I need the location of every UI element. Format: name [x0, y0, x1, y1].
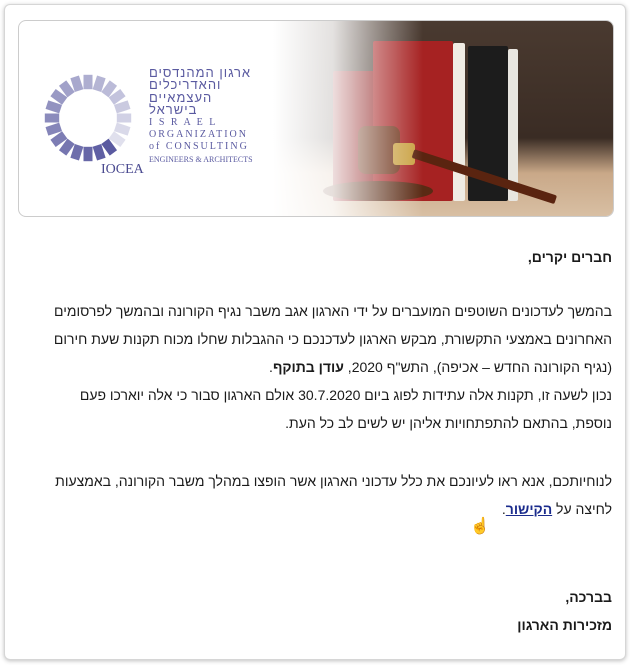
logo-hebrew-line: העצמאיים [149, 89, 213, 105]
text: . [269, 359, 273, 375]
logo-english-line: I S R A E L [149, 116, 218, 128]
logo-ring-segment [84, 75, 93, 89]
logo-english-line: of CONSULTING [149, 141, 249, 153]
paragraph-line [502, 501, 612, 517]
paragraph-line: נוספת, בהתאם להתפתחויות אליהן יש לשים לב כל העת. [285, 415, 612, 431]
logo-english-line: ORGANIZATION [149, 129, 248, 141]
logo-text [149, 67, 253, 166]
logo-ring-segment [117, 114, 131, 123]
paragraph-line: נכון לשעה זו, תקנות אלה עתידות לפוג ביום 30.7.2020 אולם הארגון סבור כי אלה יוארכו פעם [79, 387, 612, 403]
logo-ring-segment [84, 147, 93, 161]
signature: מזכירות הארגון [517, 617, 612, 633]
paragraph-line [269, 359, 612, 375]
paragraph-line: האחרונים באמצעי התקשורת, מבקש הארגון לעדכנכם כי ההגבלות שחלו מכוח תקנות שעת חירום [53, 331, 612, 347]
logo-acronym: IOCEA [101, 162, 144, 177]
text: לחיצה על [552, 501, 612, 517]
hand-cursor-icon: ☝ [470, 518, 490, 535]
closing: בברכה, [565, 589, 612, 605]
logo-hebrew-line: ארגון המהנדסים [149, 65, 252, 80]
logo-hebrew-line: בישראל [149, 102, 198, 118]
text: (נגיף הקורונה החדש – אכיפה), התש"ף 2020, [343, 359, 612, 375]
paragraph-line: לנוחיותכם, אנא ראו לעיונכם את כלל עדכוני הארגון אשר הופצו במהלך משבר הקורונה, באמצעות [55, 473, 612, 489]
text: . [501, 501, 506, 517]
logo-english-line: ENGINEERS & ARCHITECTS [149, 154, 253, 164]
logo-emblem [43, 73, 133, 163]
link-hakishur[interactable]: הקישור [505, 501, 553, 517]
bold-text: עודן בתוקף [272, 359, 344, 375]
logo-hebrew-line: והאדריכלים [149, 77, 222, 93]
logo-ring-segment [45, 114, 59, 123]
paragraph-line: בהמשך לעדכונים השוטפים המועברים על ידי הארגון אגב משבר נגיף הקורונה ובהמשך לפרסומים [53, 303, 612, 319]
greeting: חברים יקרים, [527, 249, 612, 265]
